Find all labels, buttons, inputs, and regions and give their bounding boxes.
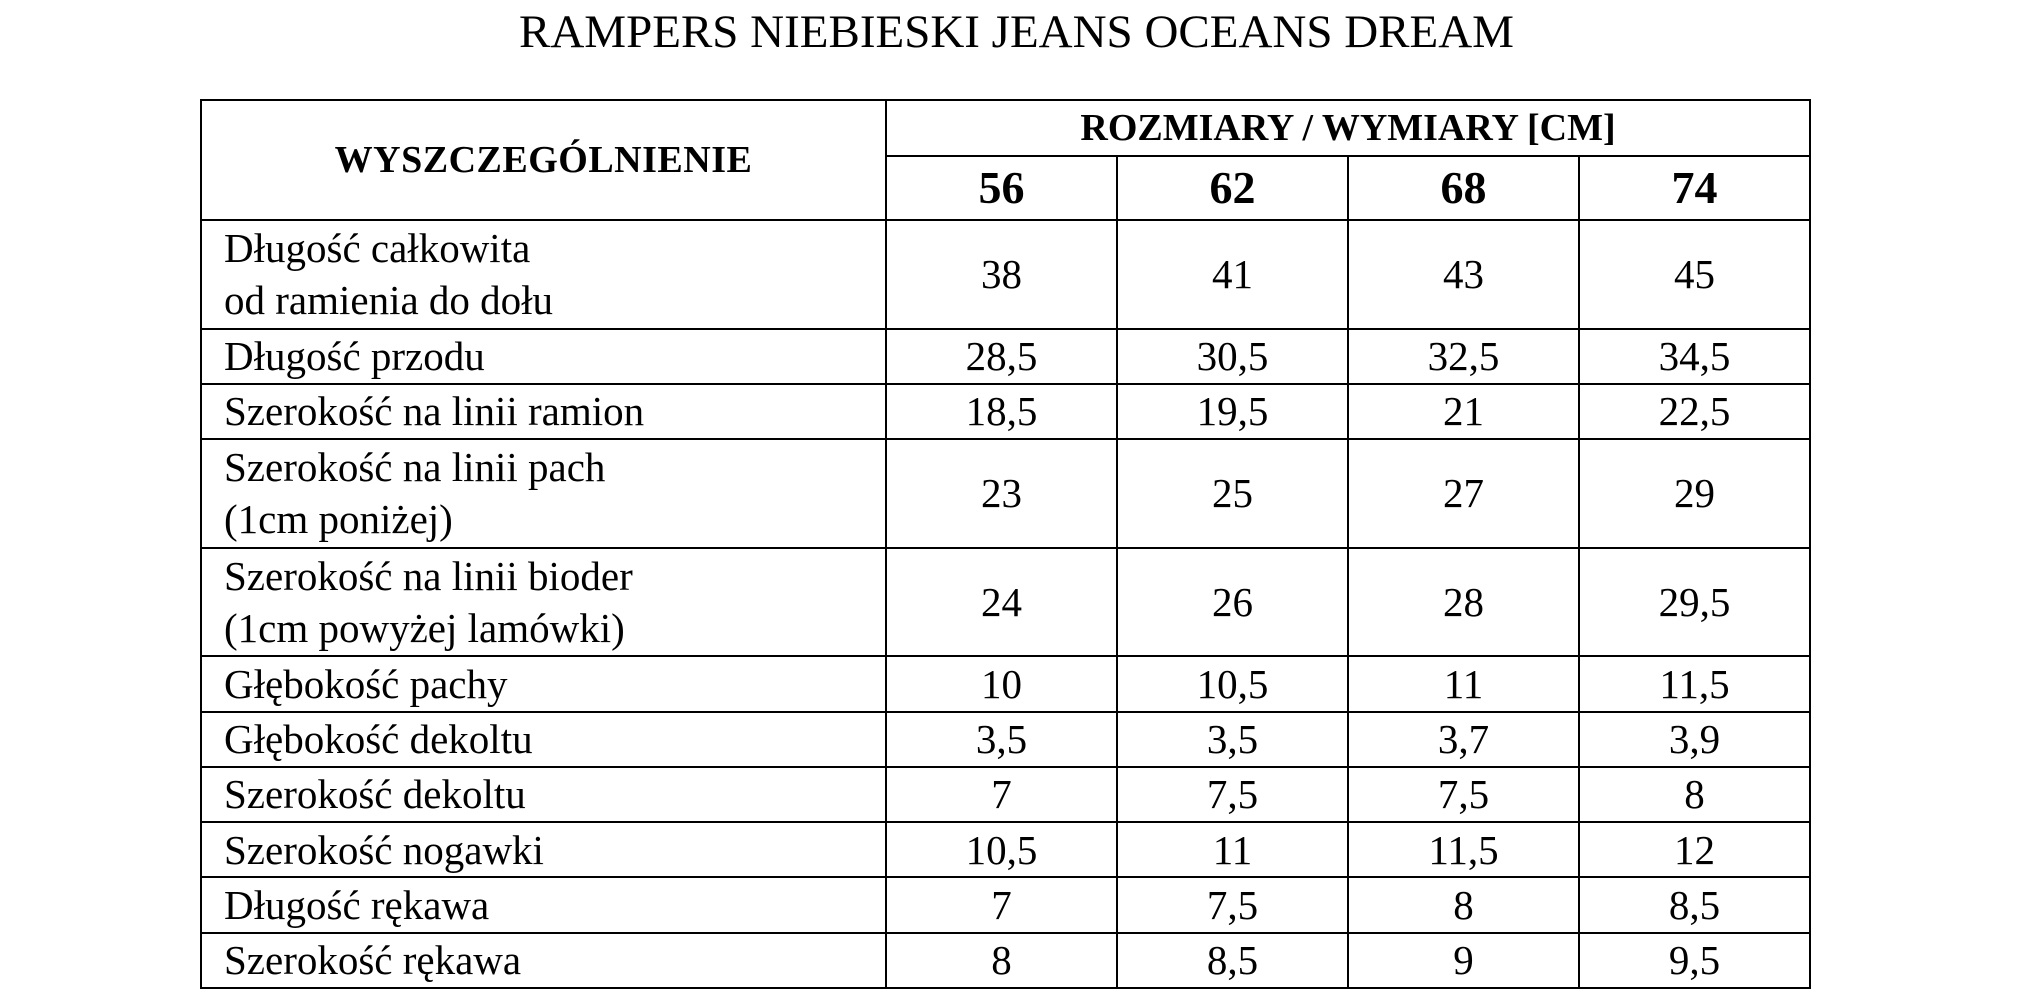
table-cell: 12 xyxy=(1579,822,1810,877)
table-cell: 25 xyxy=(1117,439,1348,548)
sizes-group-header: ROZMIARY / WYMIARY [CM] xyxy=(886,100,1810,156)
row-label: Głębokość pachy xyxy=(201,656,886,711)
row-label xyxy=(201,220,886,329)
table-cell: 11,5 xyxy=(1579,656,1810,711)
header-row-group xyxy=(201,100,1810,156)
table-cell: 32,5 xyxy=(1348,329,1579,384)
row-label: Szerokość nogawki xyxy=(201,822,886,877)
table-cell: 22,5 xyxy=(1579,384,1810,439)
table-cell: 8,5 xyxy=(1579,877,1810,932)
table-cell: 43 xyxy=(1348,220,1579,329)
size-table xyxy=(200,99,1811,989)
table-row xyxy=(201,822,1810,877)
table-cell: 8,5 xyxy=(1117,933,1348,988)
table-row xyxy=(201,220,1810,329)
row-label-line: (1cm powyżej lamówki) xyxy=(224,604,625,651)
table-cell: 3,5 xyxy=(1117,712,1348,767)
table-row xyxy=(201,933,1810,988)
table-row xyxy=(201,548,1810,657)
table-cell: 10,5 xyxy=(886,822,1117,877)
row-label-line: od ramienia do dołu xyxy=(224,277,554,324)
table-cell: 8 xyxy=(1579,767,1810,822)
table-cell: 21 xyxy=(1348,384,1579,439)
table-cell: 3,5 xyxy=(886,712,1117,767)
size-header-62: 62 xyxy=(1117,156,1348,220)
table-row xyxy=(201,767,1810,822)
table-row xyxy=(201,329,1810,384)
row-label-line: Szerokość na linii pach xyxy=(224,444,606,491)
table-cell: 18,5 xyxy=(886,384,1117,439)
row-label: Szerokość dekoltu xyxy=(201,767,886,822)
table-cell: 3,7 xyxy=(1348,712,1579,767)
table-cell: 11 xyxy=(1348,656,1579,711)
table-cell: 34,5 xyxy=(1579,329,1810,384)
row-label: Głębokość dekoltu xyxy=(201,712,886,767)
table-cell: 11,5 xyxy=(1348,822,1579,877)
table-cell: 24 xyxy=(886,548,1117,657)
table-cell: 9 xyxy=(1348,933,1579,988)
row-label: Szerokość rękawa xyxy=(201,933,886,988)
table-row xyxy=(201,439,1810,548)
row-label: Długość rękawa xyxy=(201,877,886,932)
row-label xyxy=(201,439,886,548)
table-cell: 28,5 xyxy=(886,329,1117,384)
row-label-line: Długość całkowita xyxy=(224,225,531,272)
table-cell: 27 xyxy=(1348,439,1579,548)
table-cell: 26 xyxy=(1117,548,1348,657)
table-cell: 19,5 xyxy=(1117,384,1348,439)
table-cell: 7,5 xyxy=(1117,767,1348,822)
table-cell: 7,5 xyxy=(1348,767,1579,822)
size-header-74: 74 xyxy=(1579,156,1810,220)
table-cell: 29,5 xyxy=(1579,548,1810,657)
table-cell: 41 xyxy=(1117,220,1348,329)
table-cell: 7,5 xyxy=(1117,877,1348,932)
row-label xyxy=(201,548,886,657)
table-cell: 3,9 xyxy=(1579,712,1810,767)
table-cell: 38 xyxy=(886,220,1117,329)
document-title: RAMPERS NIEBIESKI JEANS OCEANS DREAM xyxy=(519,6,1514,58)
row-label-line: Szerokość na linii bioder xyxy=(224,552,633,599)
table-cell: 29 xyxy=(1579,439,1810,548)
row-label: Długość przodu xyxy=(201,329,886,384)
row-label: Szerokość na linii ramion xyxy=(201,384,886,439)
table-row xyxy=(201,877,1810,932)
size-header-56: 56 xyxy=(886,156,1117,220)
row-label-line: (1cm poniżej) xyxy=(224,496,453,543)
table-cell: 9,5 xyxy=(1579,933,1810,988)
table-cell: 23 xyxy=(886,439,1117,548)
table-cell: 11 xyxy=(1117,822,1348,877)
table-body xyxy=(201,220,1810,988)
table-cell: 10 xyxy=(886,656,1117,711)
table-cell: 10,5 xyxy=(1117,656,1348,711)
table-cell: 30,5 xyxy=(1117,329,1348,384)
table-row xyxy=(201,656,1810,711)
spec-column-header: WYSZCZEGÓLNIENIE xyxy=(201,100,886,220)
size-header-68: 68 xyxy=(1348,156,1579,220)
table-cell: 28 xyxy=(1348,548,1579,657)
table-row xyxy=(201,712,1810,767)
table-cell: 7 xyxy=(886,877,1117,932)
table-cell: 8 xyxy=(886,933,1117,988)
table-row xyxy=(201,384,1810,439)
table-cell: 8 xyxy=(1348,877,1579,932)
table-cell: 45 xyxy=(1579,220,1810,329)
table-cell: 7 xyxy=(886,767,1117,822)
